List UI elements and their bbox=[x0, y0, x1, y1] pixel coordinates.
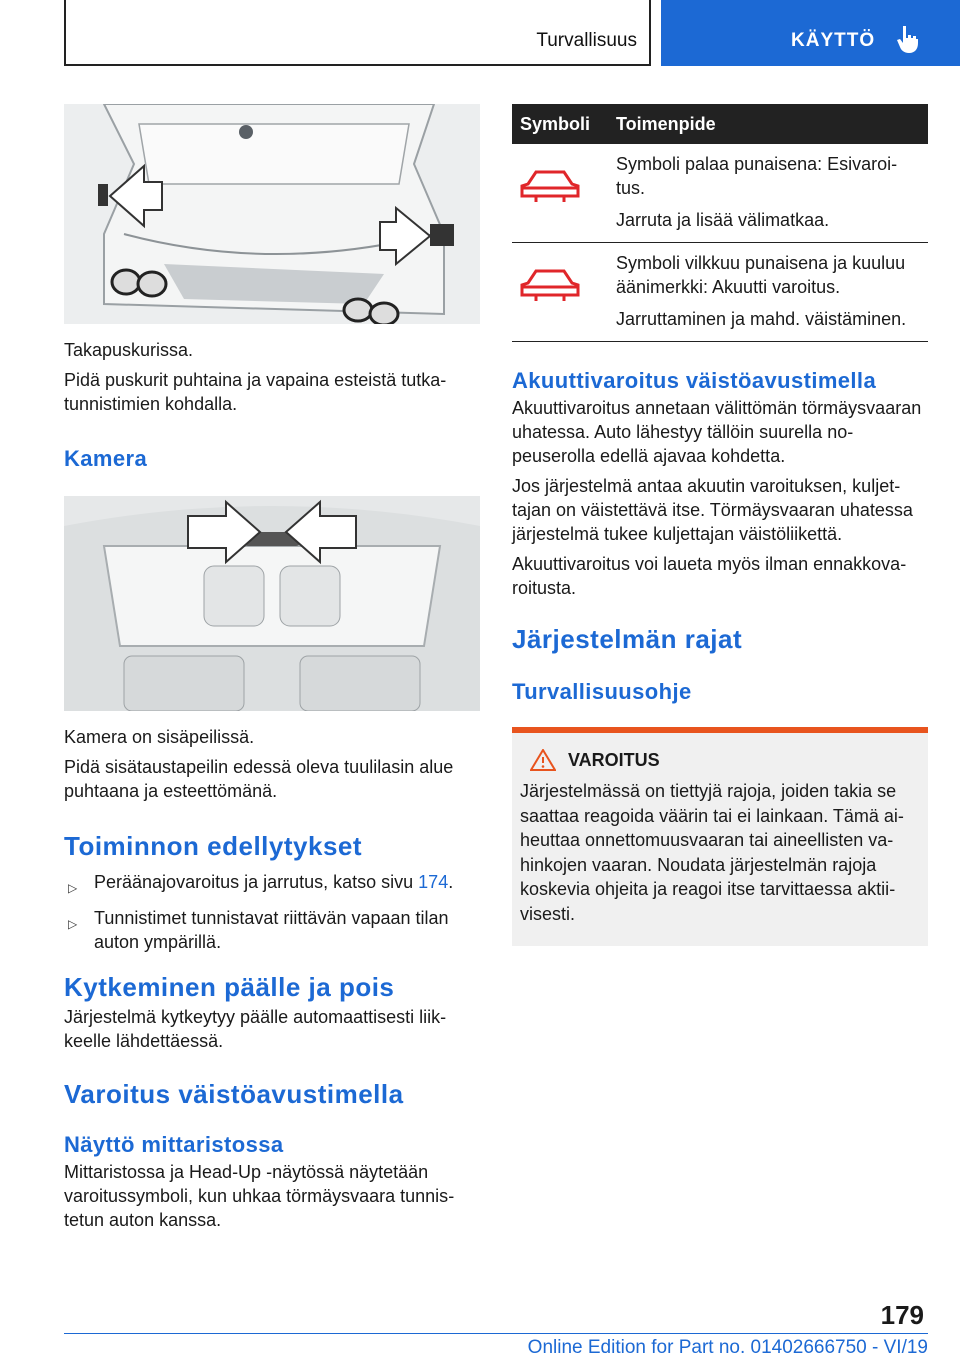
footer-edition: Online Edition for Part no. 01402666750 - VI/19 bbox=[527, 1337, 928, 1358]
camera-text: Pidä sisätaustapeilin edessä oleva tuulilasin alue puhtaana ja esteettömänä. bbox=[64, 757, 454, 801]
red-car-warning-icon bbox=[520, 168, 580, 202]
warning-title-row bbox=[520, 749, 920, 771]
rear-bumper-sensor-figure bbox=[64, 104, 480, 324]
rear-bumper-illustration bbox=[64, 104, 480, 324]
action-line2: Jarruta ja lisää välimatkaa. bbox=[616, 210, 830, 230]
req1-text: Peräänajovaroitus ja jarrutus, katso sivu bbox=[94, 872, 419, 892]
table-row bbox=[512, 243, 928, 342]
switch-text: Järjestelmä kytkeytyy päälle automaattisesti liikkeelle lähdettäessä. bbox=[64, 1007, 447, 1051]
interior-camera-illustration bbox=[64, 496, 480, 711]
action-cell bbox=[608, 144, 928, 243]
action-cell bbox=[608, 243, 928, 342]
requirements-heading: Toiminnon edellytykset bbox=[64, 831, 363, 861]
header-chapter-label: KÄYTTÖ bbox=[791, 30, 876, 51]
acute-p2: Jos järjestelmä antaa akuutin varoituksen, kuljettajan on väistettävä itse. Törmäysvaaran uhatessa järjestelmä tukee kuljettajan väistöliikettä. bbox=[512, 476, 913, 544]
header-chapter-tab[interactable] bbox=[661, 0, 960, 66]
symbol-cell bbox=[512, 243, 608, 342]
rear-caption: Takapuskurissa. bbox=[64, 340, 194, 360]
req1-end: . bbox=[448, 872, 454, 892]
warning-box bbox=[512, 727, 928, 946]
symbol-table bbox=[512, 104, 928, 342]
safety-heading: Turvallisuusohje bbox=[512, 679, 692, 704]
warning-body: Järjestelmässä on tiettyjä rajoja, joiden takia se saattaa reagoida väärin tai ei lainkaan. Tämä aiheuttaa onnettomuusvaaran tai aineellisten vahinkojen vaaran. Noudata järjestelmän rajoja koskevia ohjeita ja reagoi itse tarvittaessa aktiivisesti. bbox=[520, 781, 904, 924]
switch-heading: Kytkeminen päälle ja pois bbox=[64, 972, 395, 1002]
req2-text: Tunnistimet tunnistavat riittävän vapaan tilan auton ympärillä. bbox=[94, 908, 449, 952]
warning-title: VAROITUS bbox=[568, 749, 660, 770]
acute-p3: Akuuttivaroitus voi laueta myös ilman ennakkovaroitusta. bbox=[512, 554, 907, 598]
list-item bbox=[64, 906, 480, 954]
pointing-hand-icon bbox=[895, 24, 921, 54]
camera-figure bbox=[64, 496, 480, 711]
red-car-warning-icon bbox=[520, 267, 580, 301]
right-column bbox=[512, 104, 928, 946]
list-item bbox=[64, 870, 480, 894]
acute-p1: Akuuttivaroitus annetaan välittömän törmäysvaaran uhatessa. Auto lähestyy tällöin suurella nopeuserolla edellä ajavaa kohdetta. bbox=[512, 398, 922, 466]
col-header-symbol: Symboli bbox=[512, 104, 608, 144]
symbol-cell bbox=[512, 144, 608, 243]
action-line2: Jarruttaminen ja mahd. väistäminen. bbox=[616, 309, 907, 329]
page-number: 179 bbox=[880, 1300, 924, 1330]
action-line1: Symboli vilkkuu punaisena ja kuuluu äänimerkki: Akuutti varoitus. bbox=[616, 253, 906, 297]
warning-assist-heading: Varoitus väistöavustimella bbox=[64, 1079, 404, 1109]
header-section-box bbox=[64, 0, 651, 66]
bullet-triangle-icon: ▷ bbox=[68, 917, 78, 931]
camera-heading: Kamera bbox=[64, 446, 148, 471]
header-section-title: Turvallisuus bbox=[536, 30, 637, 51]
action-line1: Symboli palaa punaisena: Esivaroitus. bbox=[616, 154, 898, 198]
bullet-triangle-icon: ▷ bbox=[68, 881, 78, 895]
col-header-action: Toimenpide bbox=[608, 104, 928, 144]
footer-divider bbox=[64, 1333, 928, 1334]
display-text: Mittaristossa ja Head-Up -näytössä näytetään varoitussymboli, kun uhkaa törmäysvaara tunnistetun auton kanssa. bbox=[64, 1162, 455, 1230]
page-link-174[interactable]: 174 bbox=[418, 872, 449, 892]
left-column bbox=[64, 104, 480, 1232]
display-heading: Näyttö mittaristossa bbox=[64, 1132, 284, 1157]
rear-text: Pidä puskurit puhtaina ja vapaina esteistä tutkatunnistimien kohdalla. bbox=[64, 370, 447, 414]
table-row bbox=[512, 144, 928, 243]
warning-triangle-icon bbox=[530, 749, 556, 771]
requirements-list bbox=[64, 870, 480, 954]
acute-heading: Akuuttivaroitus väistöavustimella bbox=[512, 368, 877, 393]
camera-caption: Kamera on sisäpeilissä. bbox=[64, 727, 255, 747]
limits-heading: Järjestelmän rajat bbox=[512, 624, 743, 654]
